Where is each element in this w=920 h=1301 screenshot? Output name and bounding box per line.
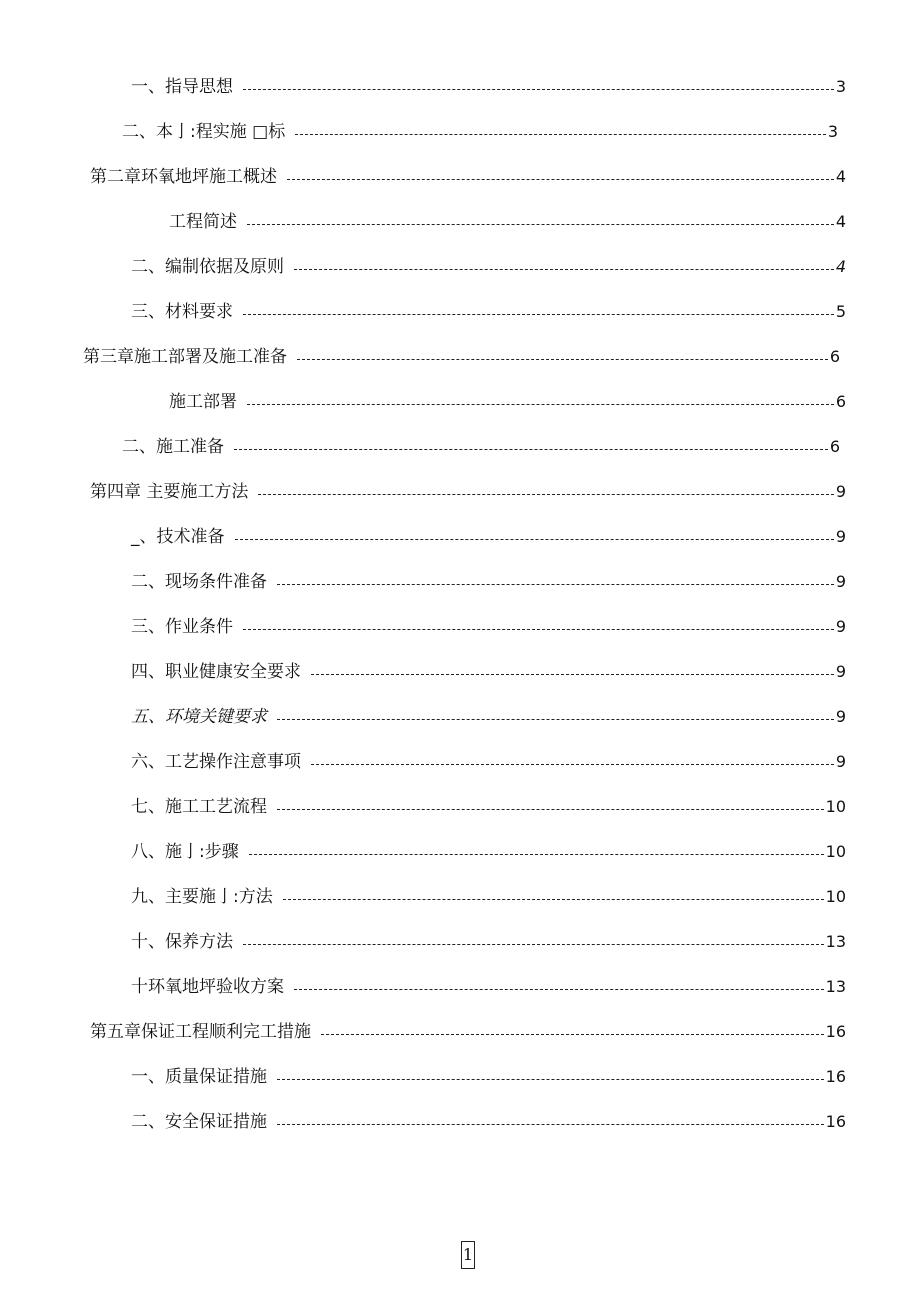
toc-entry-page: 16 [825,1112,846,1131]
toc-entry-label: _、技术准备 [131,527,225,547]
toc-entry[interactable] [131,747,846,777]
toc-entry-label: 二、安全保证措施 [131,1112,267,1132]
toc-dot-leader [258,494,833,495]
toc-entry-page: 9 [835,527,846,546]
toc-dot-leader [243,629,834,630]
toc-dot-leader [297,359,828,360]
toc-entry-page: 6 [835,392,846,411]
toc-entry-page: 13 [825,932,846,951]
toc-dot-leader [294,989,824,990]
toc-entry[interactable] [131,297,846,327]
toc-entry[interactable] [83,342,840,372]
toc-entry[interactable] [131,1062,846,1092]
toc-entry[interactable] [131,927,846,957]
toc-entry[interactable] [122,117,838,147]
toc-entry-page: 10 [825,887,846,906]
toc-entry-page: 9 [835,572,846,591]
toc-entry-page: 13 [825,977,846,996]
toc-entry-label: 施工部署 [169,392,237,412]
toc-entry-page: 16 [825,1022,846,1041]
toc-entry[interactable] [90,1017,846,1047]
toc-entry[interactable] [131,252,846,282]
toc-entry-label: 五、环境关键要求 [131,707,267,727]
toc-entry-label: 二、编制依据及原则 [131,257,284,277]
toc-entry[interactable] [131,972,846,1002]
toc-entry[interactable] [122,432,840,462]
toc-entry-label: 六、工艺操作注意事项 [131,752,301,772]
toc-entry-label: 九、主要施亅:方法 [131,887,273,907]
toc-dot-leader [235,539,834,540]
toc-entry-page: 6 [829,437,840,456]
toc-entry[interactable] [90,162,846,192]
toc-entry-page: 9 [835,752,846,771]
toc-entry-label: 二、现场条件准备 [131,572,267,592]
toc-dot-leader [277,809,824,810]
toc-dot-leader [295,134,826,135]
toc-entry-page: 3 [835,77,846,96]
toc-entry-page: 4 [835,257,846,276]
toc-entry-page: 16 [825,1067,846,1086]
toc-entry-label: 四、职业健康安全要求 [131,662,301,682]
page-number: 1 [461,1241,475,1269]
toc-dot-leader [243,89,834,90]
toc-entry[interactable] [131,567,846,597]
toc-entry-label: 二、本亅:程实施 □标 [122,122,286,142]
toc-dot-leader [311,674,834,675]
toc-dot-leader [247,404,834,405]
toc-dot-leader [234,449,828,450]
toc-dot-leader [247,224,834,225]
toc-entry[interactable] [90,477,846,507]
toc-entry-label: 三、作业条件 [131,617,233,637]
toc-entry-page: 9 [835,482,846,501]
toc-entry[interactable] [131,522,846,552]
toc-entry-label: 第二章环氧地坪施工概述 [90,167,277,187]
toc-entry-label: 第三章施工部署及施工准备 [83,347,287,367]
toc-entry[interactable] [131,657,846,687]
toc-dot-leader [277,1124,824,1125]
toc-entry-page: 3 [827,122,838,141]
toc-entry-label: 一、指导思想 [131,77,233,97]
toc-dot-leader [249,854,824,855]
toc-dot-leader [243,314,834,315]
toc-entry-label: 二、施工准备 [122,437,224,457]
toc-entry-label: 工程简述 [169,212,237,232]
toc-dot-leader [277,584,834,585]
toc-entry[interactable] [131,72,846,102]
toc-entry-page: 4 [835,212,846,231]
toc-entry-label: 十、保养方法 [131,932,233,952]
toc-entry-page: 10 [825,842,846,861]
toc-entry-label: 一、质量保证措施 [131,1067,267,1087]
toc-entry-label: 十环氧地坪验收方案 [131,977,284,997]
toc-entry-page: 9 [835,707,846,726]
toc-entry[interactable] [131,612,846,642]
toc-entry[interactable] [169,387,846,417]
toc-entry-page: 9 [835,662,846,681]
toc-entry-label: 七、施工工艺流程 [131,797,267,817]
toc-entry[interactable] [169,207,846,237]
toc-entry-page: 10 [825,797,846,816]
toc-dot-leader [277,719,834,720]
toc-entry-page: 6 [829,347,840,366]
toc-dot-leader [277,1079,824,1080]
toc-entry[interactable] [131,792,846,822]
toc-entry-label: 第四章 主要施工方法 [90,482,249,502]
toc-entry-label: 三、材料要求 [131,302,233,322]
toc-dot-leader [243,944,824,945]
toc-dot-leader [294,269,834,270]
toc-dot-leader [287,179,834,180]
toc-entry-page: 4 [835,167,846,186]
toc-entry-page: 9 [835,617,846,636]
toc-dot-leader [321,1034,824,1035]
toc-entry-page: 5 [835,302,846,321]
toc-entry[interactable] [131,1107,846,1137]
toc-entry[interactable] [131,837,846,867]
toc-entry-label: 八、施亅:步骤 [131,842,239,862]
toc-entry[interactable] [131,702,846,732]
toc-entry[interactable] [131,882,846,912]
toc-entry-label: 第五章保证工程顺利完工措施 [90,1022,311,1042]
toc-dot-leader [283,899,824,900]
toc-dot-leader [311,764,834,765]
